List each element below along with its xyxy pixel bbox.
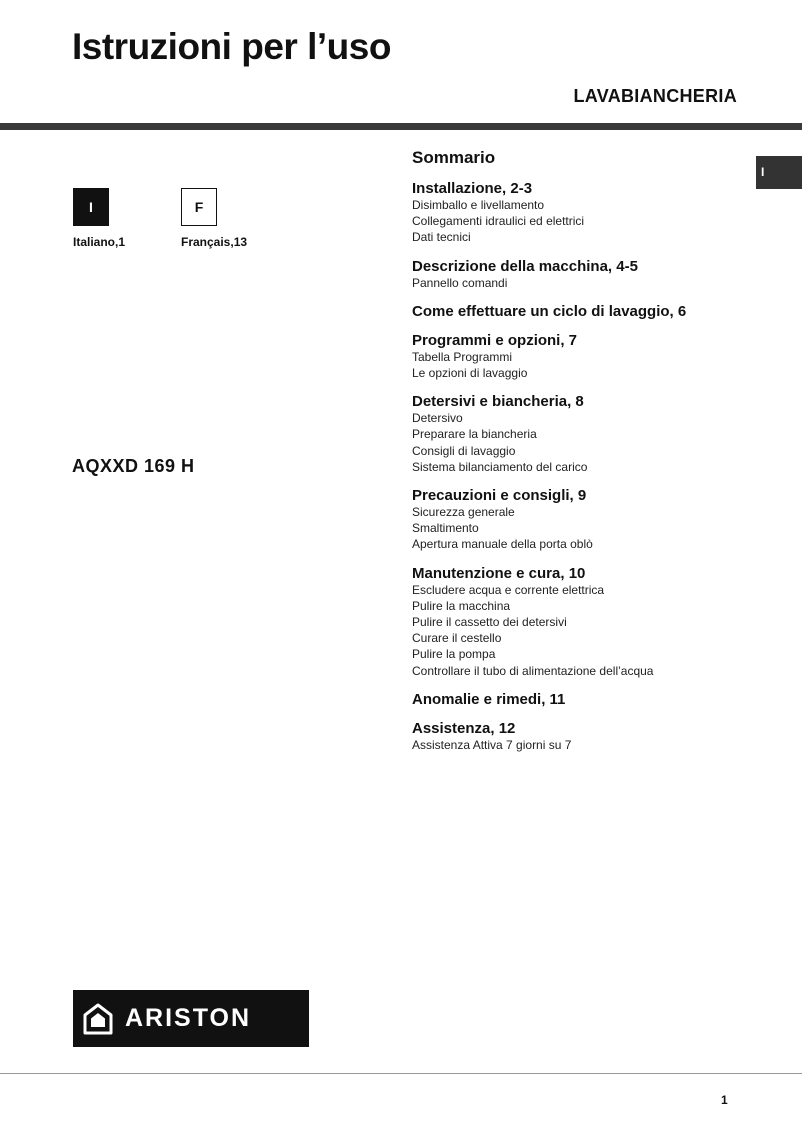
language-box-italian: I [73, 188, 109, 226]
toc-subitem: Pulire la macchina [412, 598, 511, 613]
toc-sections [412, 180, 752, 753]
toc-section-title: Anomalie e rimedi, 11 [412, 690, 566, 708]
page-number: 1 [721, 1093, 728, 1107]
toc-heading: Sommario [412, 148, 496, 167]
toc-subitem: Curare il cestello [412, 631, 502, 646]
toc-section-title: Programmi e opzioni, 7 [412, 331, 578, 349]
toc-subitem: Controllare il tubo di alimentazione dell’acqua [412, 663, 654, 678]
toc-subitem: Sicurezza generale [412, 505, 515, 520]
table-of-contents [412, 148, 752, 765]
toc-subitem: Detersivo [412, 411, 463, 426]
language-label-italian: Italiano,1 [73, 235, 126, 249]
toc-subitem: Assistenza Attiva 7 giorni su 7 [412, 737, 572, 752]
toc-subitem: Pulire la pompa [412, 647, 496, 662]
toc-section [412, 720, 752, 753]
toc-section-title: Manutenzione e cura, 10 [412, 564, 586, 582]
toc-subitem: Smaltimento [412, 521, 479, 536]
toc-subitem: Sistema bilanciamento del carico [412, 459, 588, 474]
house-logo-icon [83, 1003, 113, 1035]
toc-subitem: Preparare la biancheria [412, 427, 537, 442]
toc-section-title: Detersivi e biancheria, 8 [412, 393, 584, 411]
toc-section-title: Precauzioni e consigli, 9 [412, 487, 587, 505]
toc-subitem: Dati tecnici [412, 230, 471, 245]
toc-section [412, 691, 752, 708]
model-name: AQXXD 169 H [72, 456, 195, 476]
toc-section-title: Come effettuare un ciclo di lavaggio, 6 [412, 302, 687, 320]
toc-section [412, 258, 752, 291]
toc-subitem: Escludere acqua e corrente elettrica [412, 582, 605, 597]
header-divider [0, 123, 802, 130]
footer-divider [0, 1073, 802, 1074]
toc-subitem: Tabella Programmi [412, 349, 513, 364]
toc-subitem: Disimballo e livellamento [412, 198, 545, 212]
toc-section-title: Descrizione della macchina, 4-5 [412, 257, 638, 275]
toc-section [412, 180, 752, 246]
document-title: Istruzioni per l’uso [72, 26, 391, 67]
language-box-french: F [181, 188, 217, 226]
toc-subitem: Consigli di lavaggio [412, 443, 516, 458]
toc-subitem: Apertura manuale della porta oblò [412, 537, 593, 552]
toc-section-title: Assistenza, 12 [412, 719, 516, 737]
language-side-tab: I [756, 156, 802, 189]
toc-section-title: Installazione, 2-3 [412, 180, 533, 197]
toc-subitem: Collegamenti idraulici ed elettrici [412, 214, 585, 229]
toc-section [412, 487, 752, 553]
toc-subitem: Pulire il cassetto dei detersivi [412, 615, 567, 630]
toc-section [412, 303, 752, 320]
toc-section [412, 393, 752, 475]
brand-name: ARISTON [125, 1004, 252, 1032]
document-subtitle: LAVABIANCHERIA [573, 86, 737, 106]
toc-subitem: Pannello comandi [412, 275, 508, 290]
brand-logo [73, 990, 309, 1047]
toc-section [412, 332, 752, 381]
language-label-french: Français,13 [181, 235, 248, 249]
toc-subitem: Le opzioni di lavaggio [412, 366, 528, 381]
toc-section [412, 565, 752, 679]
